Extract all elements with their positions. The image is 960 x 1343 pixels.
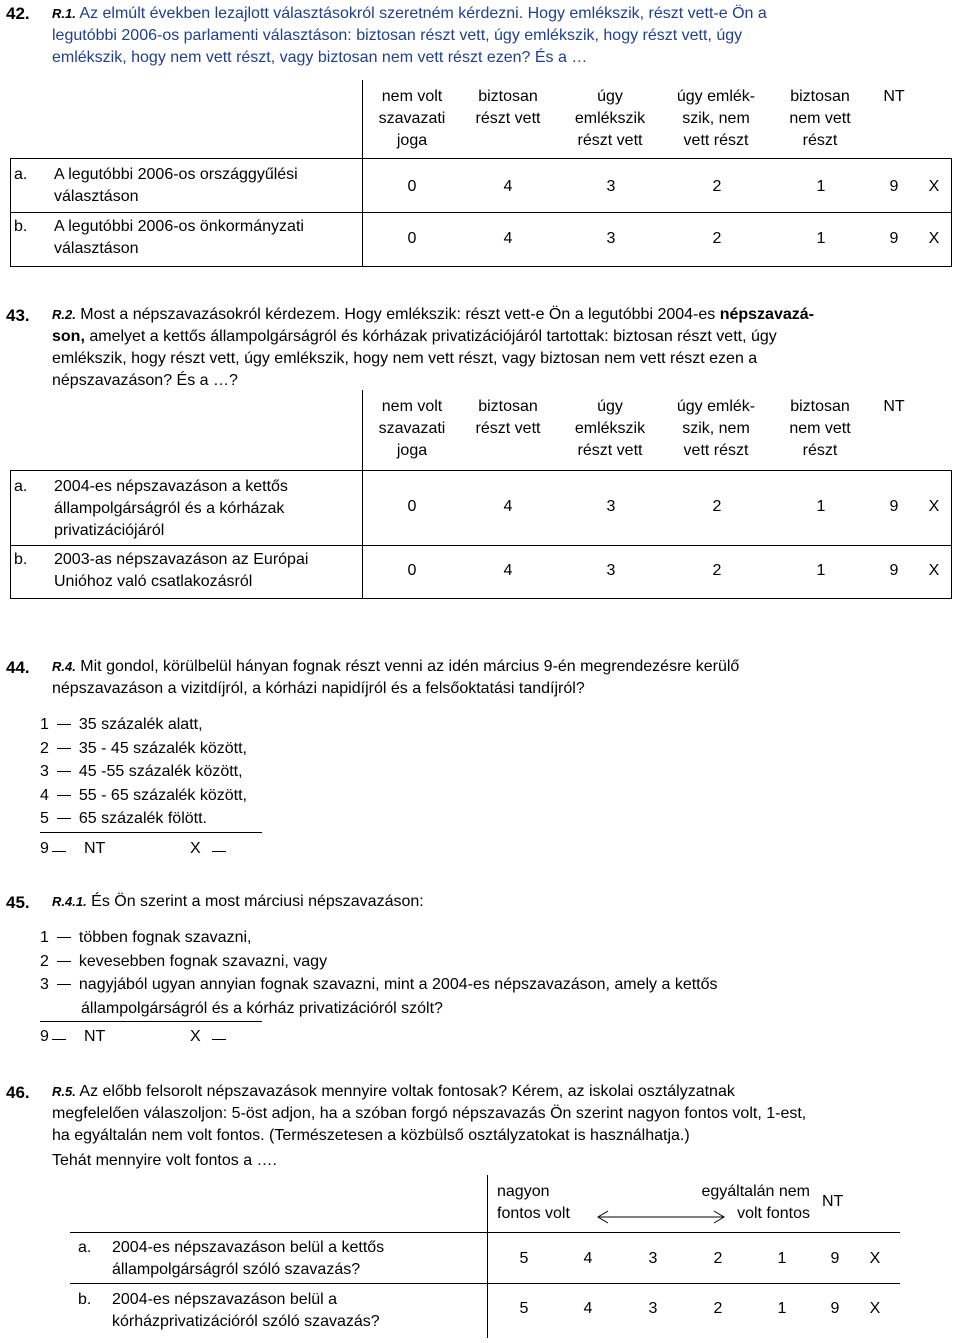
header-line: szavazati bbox=[378, 420, 446, 437]
code-1[interactable]: 1 bbox=[816, 230, 826, 247]
row-label-line: 2004-es népszavazáson a kettős bbox=[54, 478, 288, 495]
q44-options bbox=[40, 713, 247, 831]
header-line: biztosan bbox=[478, 88, 538, 105]
header-line: részt vett bbox=[577, 442, 643, 459]
code-9[interactable]: 9 bbox=[40, 1028, 49, 1045]
code-4[interactable]: 4 bbox=[583, 1300, 593, 1317]
header-line: emlékszik bbox=[574, 110, 646, 127]
code-x[interactable]: X bbox=[869, 1300, 881, 1317]
code-x[interactable]: X bbox=[928, 498, 940, 515]
q42-line-1: Az elmúlt években lezajlott választásokról szeretném kérdezni. Hogy emlékszik, részt vett-e Ön a bbox=[79, 5, 767, 22]
code-5[interactable]: 5 bbox=[519, 1250, 529, 1267]
header-line: részt vett bbox=[475, 420, 541, 437]
option-code: 2 bbox=[40, 952, 49, 970]
q44-footer bbox=[40, 840, 300, 862]
header-line: biztosan bbox=[790, 88, 850, 105]
row-letter: b. bbox=[78, 1291, 92, 1308]
row-label-line: 2004-es népszavazáson belül a bbox=[112, 1291, 338, 1308]
code-x[interactable]: X bbox=[869, 1250, 881, 1267]
q42-table bbox=[0, 80, 960, 270]
header-line: nem volt bbox=[381, 88, 443, 105]
header-line: biztosan bbox=[478, 398, 538, 415]
q43-col-header-5 bbox=[770, 396, 870, 462]
q46-number: 46. bbox=[6, 1083, 30, 1102]
option-label: kevesebben fognak szavazni, vagy bbox=[78, 952, 328, 970]
code-1[interactable]: 1 bbox=[777, 1250, 787, 1267]
q46-nt-header: NT bbox=[822, 1193, 844, 1210]
dash-icon bbox=[212, 1039, 226, 1040]
header-line: szik, nem bbox=[682, 420, 750, 437]
q46-line-1: Az előbb felsorolt népszavazások mennyire voltak fontosak? Kérem, az iskolai osztályzatnak bbox=[79, 1083, 735, 1100]
q43-line-1a: Most a népszavazásokról kérdezem. Hogy emlékszik: részt vett-e Ön a legutóbbi 2004-es bbox=[80, 306, 720, 323]
q44-line-2: népszavazáson a vizitdíjról, a kórházi napidíjról és a felsőoktatási tandíjról? bbox=[52, 680, 585, 697]
q43-row-a-codes bbox=[0, 498, 960, 520]
q45-option-2[interactable] bbox=[40, 950, 940, 974]
q42-bottom-rule bbox=[10, 266, 952, 267]
code-x[interactable]: X bbox=[928, 178, 940, 195]
header-line: joga bbox=[396, 132, 428, 149]
header-line: nem vett bbox=[789, 420, 851, 437]
header-line: NT bbox=[883, 88, 905, 105]
q46-line-2: megfelelően válaszoljon: 5-öst adjon, ha a szóban forgó népszavazás Ön szerint nagyon fontos volt, 1-est, bbox=[52, 1105, 807, 1122]
option-code: 2 bbox=[40, 739, 49, 757]
dash-icon bbox=[57, 961, 71, 962]
q44-option-2[interactable] bbox=[40, 737, 247, 761]
q44-question bbox=[52, 656, 957, 700]
code-2[interactable]: 2 bbox=[713, 1250, 723, 1267]
q43-row-divider bbox=[10, 545, 952, 546]
q44-separator bbox=[40, 832, 262, 833]
q42-line-2: legutóbbi 2006-os parlamenti választáson: biztosan részt vett, úgy emlékszik, hogy részt vett, úgy bbox=[52, 27, 743, 44]
code-2[interactable]: 2 bbox=[712, 498, 722, 515]
option-label: többen fognak szavazni, bbox=[78, 929, 252, 946]
code-x[interactable]: X bbox=[928, 562, 940, 579]
q45-question bbox=[52, 891, 957, 913]
row-label-line: 2003-as népszavazáson az Európai bbox=[54, 551, 309, 568]
code-0[interactable]: 0 bbox=[407, 230, 417, 247]
header-line: részt vett bbox=[577, 132, 643, 149]
dash-icon bbox=[57, 748, 71, 749]
code-9[interactable]: 9 bbox=[830, 1300, 840, 1317]
code-2[interactable]: 2 bbox=[713, 1300, 723, 1317]
dash-icon bbox=[57, 771, 71, 772]
q43-top-rule bbox=[10, 470, 952, 471]
code-x[interactable]: X bbox=[190, 840, 201, 857]
code-nt[interactable]: NT bbox=[84, 840, 106, 857]
q44-code: R.4. bbox=[52, 659, 76, 674]
code-4[interactable]: 4 bbox=[583, 1250, 593, 1267]
option-code: 1 bbox=[40, 716, 49, 733]
scale-label: fontos volt bbox=[497, 1205, 570, 1222]
header-line: vett részt bbox=[683, 132, 749, 149]
q45-number: 45. bbox=[6, 893, 30, 912]
header-line: nem vett bbox=[789, 110, 851, 127]
q44-line-1: Mit gondol, körülbelül hányan fognak részt venni az idén március 9-én megrendezésre kerülő bbox=[80, 658, 740, 675]
q43-col-header-4 bbox=[666, 396, 766, 462]
q42-col-header-5 bbox=[770, 86, 870, 152]
q46-question bbox=[52, 1081, 957, 1172]
q42-row-b-codes bbox=[0, 230, 960, 252]
row-label-line: kórházprivatizációról szóló szavazás? bbox=[112, 1313, 380, 1330]
q43-number: 43. bbox=[6, 306, 30, 325]
q45-options bbox=[40, 926, 940, 1020]
q46-row-b-codes bbox=[0, 1300, 960, 1322]
q43-line-1b: népszavazá- bbox=[719, 306, 814, 323]
q46-row-a-codes bbox=[0, 1250, 960, 1272]
row-label-line: A legutóbbi 2006-os országgyűlési bbox=[54, 166, 298, 183]
code-3[interactable]: 3 bbox=[606, 498, 616, 515]
dash-icon bbox=[57, 937, 71, 938]
q44-option-1[interactable] bbox=[40, 713, 247, 737]
q42-top-rule bbox=[10, 158, 952, 159]
code-0[interactable]: 0 bbox=[407, 498, 417, 515]
code-1[interactable]: 1 bbox=[816, 498, 826, 515]
row-label-line: állampolgárságról és a kórházak bbox=[54, 500, 285, 517]
code-0[interactable]: 0 bbox=[407, 562, 417, 579]
row-letter: a. bbox=[14, 166, 28, 183]
row-label-line: Unióhoz való csatlakozásról bbox=[54, 573, 253, 590]
code-0[interactable]: 0 bbox=[407, 178, 417, 195]
row-label-line: A legutóbbi 2006-os önkormányzati bbox=[54, 218, 304, 235]
code-4[interactable]: 4 bbox=[503, 230, 513, 247]
q44-option-5[interactable] bbox=[40, 807, 247, 831]
code-9[interactable]: 9 bbox=[889, 230, 899, 247]
option-label: 65 százalék fölött. bbox=[78, 810, 207, 827]
code-3[interactable]: 3 bbox=[648, 1300, 658, 1317]
q45-footer bbox=[40, 1028, 300, 1050]
code-1[interactable]: 1 bbox=[777, 1300, 787, 1317]
option-code: 1 bbox=[40, 929, 49, 946]
dash-icon bbox=[57, 724, 71, 725]
scale-label: egyáltalán nem bbox=[701, 1183, 810, 1200]
option-code: 3 bbox=[40, 976, 49, 993]
header-line: úgy emlék- bbox=[676, 398, 756, 415]
dash-icon bbox=[57, 818, 71, 819]
q42-question bbox=[52, 3, 957, 69]
code-9[interactable]: 9 bbox=[889, 498, 899, 515]
header-line: szik, nem bbox=[682, 110, 750, 127]
q43-table bbox=[0, 390, 960, 605]
code-3[interactable]: 3 bbox=[648, 1250, 658, 1267]
q45-text: És Ön szerint a most márciusi népszavazáson: bbox=[91, 893, 424, 910]
code-x[interactable]: X bbox=[190, 1028, 201, 1045]
code-3[interactable]: 3 bbox=[606, 230, 616, 247]
q42-col-header-2 bbox=[458, 86, 558, 130]
row-label-line: választáson bbox=[54, 240, 139, 257]
dash-icon bbox=[52, 851, 66, 852]
q46-top-rule bbox=[70, 1232, 900, 1233]
q43-col-header-nt bbox=[874, 396, 914, 418]
code-x[interactable]: X bbox=[928, 230, 940, 247]
code-2[interactable]: 2 bbox=[712, 178, 722, 195]
code-9[interactable]: 9 bbox=[889, 562, 899, 579]
q43-col-header-1 bbox=[362, 396, 462, 462]
q42-number: 42. bbox=[6, 4, 30, 23]
q42-row-divider bbox=[10, 212, 952, 213]
q45-option-3[interactable] bbox=[40, 973, 940, 1020]
scale-label: nagyon bbox=[497, 1183, 550, 1200]
code-5[interactable]: 5 bbox=[519, 1300, 529, 1317]
code-1[interactable]: 1 bbox=[816, 178, 826, 195]
q43-line-3: emlékszik, hogy részt vett, úgy emlékszik, hogy nem vett részt, vagy biztosan nem vett részt ezen a bbox=[52, 350, 758, 367]
q46-row-divider bbox=[70, 1283, 900, 1284]
code-3[interactable]: 3 bbox=[606, 178, 616, 195]
header-line: joga bbox=[396, 442, 428, 459]
code-9[interactable]: 9 bbox=[889, 178, 899, 195]
code-2[interactable]: 2 bbox=[712, 230, 722, 247]
q46-line-3: ha egyáltalán nem volt fontos. (Természetesen a közbülső osztályzatokat is használhatja.) bbox=[52, 1127, 690, 1144]
q42-col-header-4 bbox=[666, 86, 766, 152]
row-letter: b. bbox=[14, 218, 28, 235]
q43-question bbox=[52, 304, 957, 392]
q44-option-4[interactable] bbox=[40, 784, 247, 808]
option-label: 45 -55 százalék között, bbox=[78, 763, 243, 780]
code-4[interactable]: 4 bbox=[503, 562, 513, 579]
row-letter: a. bbox=[14, 478, 28, 495]
q43-line-4: népszavazáson? És a …? bbox=[52, 372, 238, 389]
q42-col-header-1 bbox=[362, 86, 462, 152]
q43-code: R.2. bbox=[52, 307, 76, 322]
header-line: úgy emlék- bbox=[676, 88, 756, 105]
code-9[interactable]: 9 bbox=[830, 1250, 840, 1267]
q46-line-4: Tehát mennyire volt fontos a …. bbox=[52, 1152, 277, 1169]
header-line: nem volt bbox=[381, 398, 443, 415]
header-line: részt vett bbox=[475, 110, 541, 127]
q43-line-2b: amelyet a kettős állampolgárságról és kórházak privatizációjáról tartottak: biztosan részt vett, úgy bbox=[84, 328, 777, 345]
row-letter: b. bbox=[14, 551, 28, 568]
q45-separator bbox=[40, 1021, 262, 1022]
option-label: 35 százalék alatt, bbox=[78, 716, 203, 733]
code-nt[interactable]: NT bbox=[84, 1028, 106, 1045]
q43-col-header-3 bbox=[560, 396, 660, 462]
option-label: nagyjából ugyan annyian fognak szavazni, mint a 2004-es népszavazáson, amely a kettős bbox=[78, 976, 718, 993]
code-2[interactable]: 2 bbox=[712, 562, 722, 579]
code-1[interactable]: 1 bbox=[816, 562, 826, 579]
scale-label: volt fontos bbox=[737, 1205, 810, 1222]
q44-number: 44. bbox=[6, 658, 30, 677]
code-4[interactable]: 4 bbox=[503, 498, 513, 515]
header-line: részt bbox=[802, 442, 838, 459]
q44-option-3[interactable] bbox=[40, 760, 247, 784]
option-code: 4 bbox=[40, 786, 49, 804]
dash-icon bbox=[57, 795, 71, 796]
option-label-cont: állampolgárságról és a kórház privatizációról szólt? bbox=[81, 999, 443, 1017]
q42-row-a-codes bbox=[0, 178, 960, 200]
q43-line-2a: son, bbox=[52, 328, 85, 345]
row-letter: a. bbox=[78, 1239, 92, 1256]
q43-row-b-codes bbox=[0, 562, 960, 584]
header-line: vett részt bbox=[683, 442, 749, 459]
row-label-line: állampolgárságról szóló szavazás? bbox=[112, 1261, 361, 1278]
code-4[interactable]: 4 bbox=[503, 178, 513, 195]
q46-scale-left bbox=[497, 1181, 570, 1225]
code-3[interactable]: 3 bbox=[606, 562, 616, 579]
dash-icon bbox=[212, 851, 226, 852]
q42-col-header-nt bbox=[874, 86, 914, 108]
header-line: emlékszik bbox=[574, 420, 646, 437]
header-line: NT bbox=[883, 398, 905, 415]
code-9[interactable]: 9 bbox=[40, 840, 49, 857]
double-arrow-icon bbox=[596, 1210, 726, 1224]
header-line: úgy bbox=[597, 88, 623, 105]
row-label-line: választáson bbox=[54, 188, 139, 205]
header-line: szavazati bbox=[378, 110, 446, 127]
option-code: 3 bbox=[40, 763, 49, 780]
row-label-line: privatizációjáról bbox=[54, 522, 165, 539]
header-line: úgy bbox=[597, 398, 623, 415]
q43-col-header-2 bbox=[458, 396, 558, 440]
header-line: biztosan bbox=[790, 398, 850, 415]
q42-code: R.1. bbox=[52, 6, 76, 21]
q42-line-3: emlékszik, hogy nem vett részt, vagy biztosan nem vett részt ezen? És a … bbox=[52, 49, 588, 66]
option-label: 55 - 65 százalék között, bbox=[78, 786, 247, 804]
q42-col-header-3 bbox=[560, 86, 660, 152]
q45-code: R.4.1. bbox=[52, 894, 87, 909]
option-label: 35 - 45 százalék között, bbox=[78, 739, 247, 757]
q46-code: R.5. bbox=[52, 1084, 76, 1099]
option-code: 5 bbox=[40, 810, 49, 827]
header-line: részt bbox=[802, 132, 838, 149]
row-label-line: 2004-es népszavazáson belül a kettős bbox=[112, 1239, 385, 1256]
q45-option-1[interactable] bbox=[40, 926, 940, 950]
dash-icon bbox=[57, 984, 71, 985]
q43-bottom-rule bbox=[10, 598, 952, 599]
dash-icon bbox=[52, 1039, 66, 1040]
